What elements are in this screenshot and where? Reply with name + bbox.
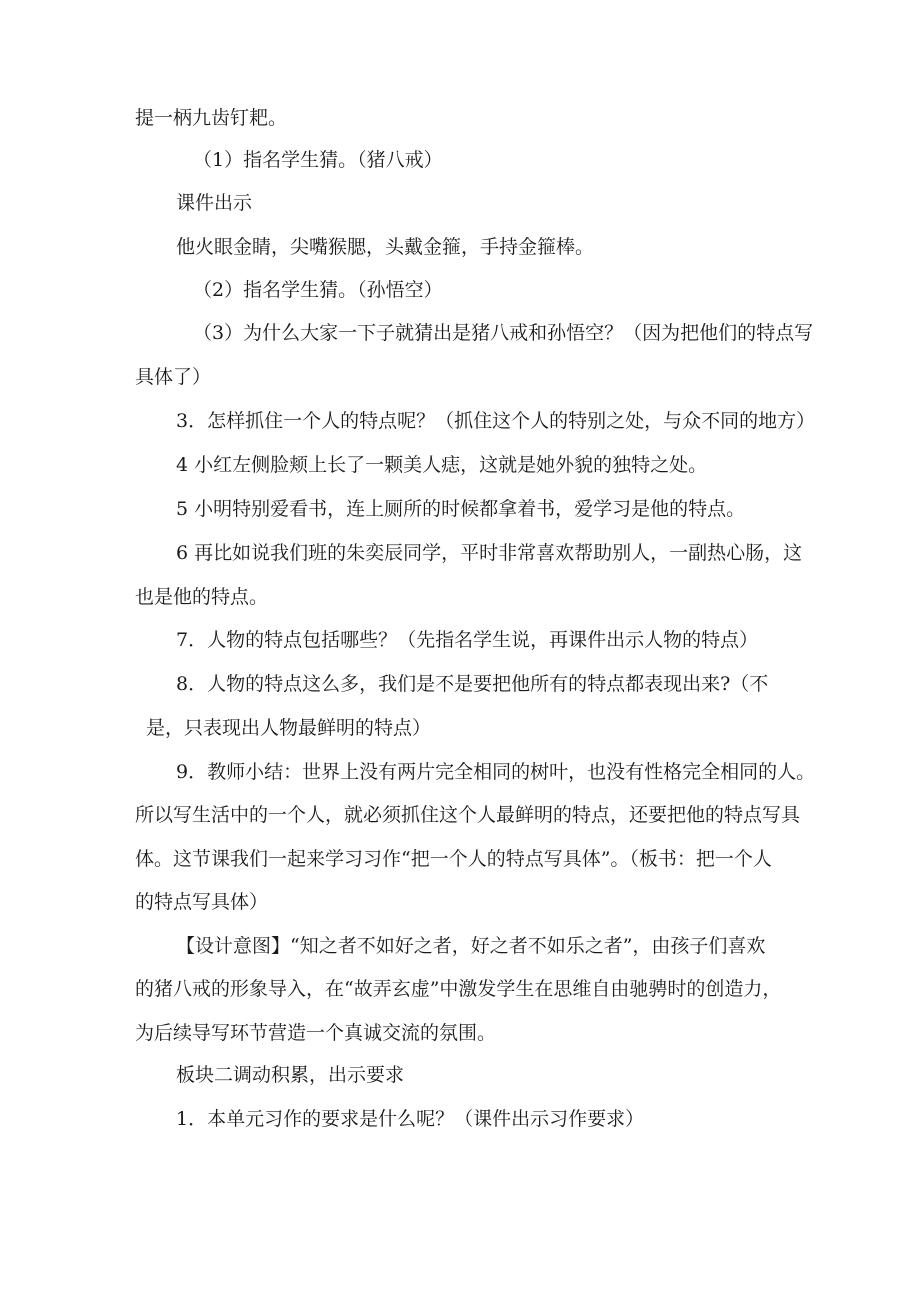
text-line: 5 小明特别爱看书，连上厕所的时候都拿着书，爱学习是他的特点。: [176, 498, 746, 520]
text-line: 【设计意图】“知之者不如好之者，好之者不如乐之者”，由孩子们喜欢: [176, 935, 766, 957]
text-line: 体。这节课我们一起来学习习作“把一个人的特点写具体”。（板书：把一个人: [135, 848, 772, 870]
text-line: 为后续导写环节营造一个真诚交流的氛围。: [135, 1022, 497, 1044]
text-line: 所以写生活中的一个人，就必须抓住这个人最鲜明的特点，还要把他的特点写具: [135, 804, 801, 826]
text-line: 8．人物的特点这么多，我们是不是要把他所有的特点都表现出来?（不: [176, 673, 769, 695]
text-line: 9．教师小结：世界上没有两片完全相同的树叶，也没有性格完全相同的人。: [176, 761, 816, 783]
text-line: 的特点写具体）: [135, 891, 269, 913]
text-line: 的猪八戒的形象导入，在“故弄玄虚”中激发学生在思维自由驰骋时的创造力，: [135, 978, 782, 1000]
text-line: 板块二调动积累，出示要求: [176, 1064, 405, 1086]
text-line: 具体了）: [135, 366, 212, 388]
text-line: 3．怎样抓住一个人的特点呢？（抓住这个人的特别之处，与众不同的地方）: [176, 410, 816, 432]
text-line: 6 再比如说我们班的朱奕辰同学，平时非常喜欢帮助别人，一副热心肠，这: [176, 542, 803, 564]
text-line: （2）指名学生猜。（孙悟空）: [193, 279, 443, 301]
text-line: 是，只表现出人物最鲜明的特点）: [146, 717, 432, 739]
text-line: 7．人物的特点包括哪些？（先指名学生说，再课件出示人物的特点）: [176, 629, 759, 651]
text-line: （3）为什么大家一下子就猜出是猪八戒和孙悟空？（因为把他们的特点写: [193, 322, 814, 344]
text-line: 也是他的特点。: [135, 586, 269, 608]
text-line: （1）指名学生猜。（猪八戒）: [193, 149, 443, 171]
text-line: 1．本单元习作的要求是什么呢？（课件出示习作要求）: [176, 1108, 645, 1130]
text-line: 课件出示: [176, 192, 253, 214]
text-line: 4 小红左侧脸颊上长了一颗美人痣，这就是她外貌的独特之处。: [176, 454, 708, 476]
text-line: 提一柄九齿钉耙。: [135, 107, 288, 129]
text-line: 他火眼金睛，尖嘴猴腮，头戴金箍，手持金箍棒。: [176, 236, 595, 258]
